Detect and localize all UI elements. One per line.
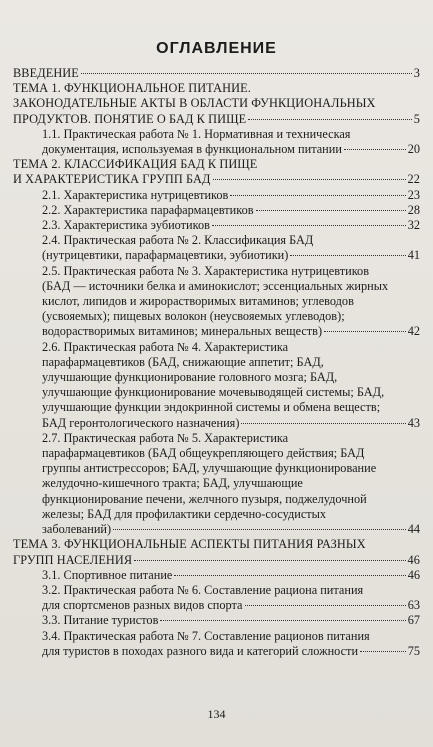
toc-page-number: 5 xyxy=(413,111,420,126)
toc-entry-line xyxy=(42,324,420,339)
dot-leader xyxy=(213,179,406,180)
dot-leader xyxy=(324,331,406,332)
toc-page-number: 41 xyxy=(407,248,420,263)
dot-leader xyxy=(134,560,405,561)
toc-page-number: 75 xyxy=(407,643,420,658)
toc-entry-text: 2.3. Характеристика эубиотиков xyxy=(42,218,210,233)
dot-leader xyxy=(81,73,412,74)
toc-entry xyxy=(13,218,420,233)
toc-page-number: 28 xyxy=(407,202,420,217)
toc-entry-text: водорастворимых витаминов; минеральных веществ) xyxy=(42,324,323,339)
toc-entry-text: БАД геронтологического назначения) xyxy=(42,415,240,430)
dot-leader xyxy=(248,119,412,120)
toc-entry-line xyxy=(42,355,420,370)
toc-page-number: 23 xyxy=(407,187,420,202)
toc-entry xyxy=(13,203,420,218)
toc-entry-line xyxy=(42,370,420,385)
toc-entry-line xyxy=(42,568,420,583)
toc-entry-line xyxy=(42,446,420,461)
toc-entry-line xyxy=(42,188,420,203)
toc-entry-line xyxy=(13,172,420,187)
toc-entry-text: парафармацевтиков (БАД общеукрепляющего действия; БАД xyxy=(42,446,365,461)
toc-entry-line xyxy=(42,476,420,491)
toc-entry-text: ТЕМА 3. ФУНКЦИОНАЛЬНЫЕ АСПЕКТЫ ПИТАНИЯ РАЗНЫХ xyxy=(13,537,366,552)
toc-entry-text: ГРУПП НАСЕЛЕНИЯ xyxy=(13,552,133,567)
toc-entry-text: 3.3. Питание туристов xyxy=(42,613,159,628)
toc-entry xyxy=(13,613,420,628)
toc-entry-text: для спортсменов разных видов спорта xyxy=(42,598,243,613)
toc-entry-line xyxy=(42,629,420,644)
toc-entry-text: функционирование печени, желчного пузыря, поджелудочной xyxy=(42,491,367,506)
toc-entry-line xyxy=(13,553,420,568)
toc-entry-text: заболеваний) xyxy=(42,522,112,537)
toc-entry-text: улучшающие функционирование мочевыводящей системы; БАД, xyxy=(42,385,385,400)
toc-entry-text: документация, используемая в функциональном питании xyxy=(42,142,342,157)
toc-entry-line xyxy=(42,142,420,157)
toc-entry-text: парафармацевтиков (БАД, снижающие аппетит; БАД, xyxy=(42,354,324,369)
dot-leader xyxy=(344,149,406,150)
toc-page-number: 22 xyxy=(407,172,420,187)
toc-entry-text: группы антистрессоров; БАД, улучшающие функционирование xyxy=(42,461,377,476)
toc-entry xyxy=(13,431,420,537)
toc-entry-text: 2.6. Практическая работа № 4. Характеристика xyxy=(42,339,289,354)
toc-entry-text: кислот, липидов и жирорастворимых витаминов; углеводов xyxy=(42,294,354,309)
toc-page-number: 3 xyxy=(413,66,420,80)
toc-entry-line xyxy=(42,233,420,248)
toc-entry-text: (нутрицевтики, парафармацевтики, эубиотики) xyxy=(42,248,289,263)
toc-entry-text: 1.1. Практическая работа № 1. Нормативная и техническая xyxy=(42,126,351,141)
toc-entry xyxy=(13,66,420,81)
toc-entry-line xyxy=(42,431,420,446)
toc-page-number: 46 xyxy=(407,552,420,567)
toc-entry-line xyxy=(42,416,420,431)
toc-entry-line xyxy=(42,279,420,294)
toc-page-number: 20 xyxy=(407,142,420,157)
toc-entry-line xyxy=(42,248,420,263)
dot-leader xyxy=(230,195,405,196)
toc-entry xyxy=(13,264,420,340)
toc-entry-text: 2.5. Практическая работа № 3. Характеристика нутрицевтиков xyxy=(42,263,369,278)
toc-entry-text: 3.1. Спортивное питание xyxy=(42,567,173,582)
toc-entry-line xyxy=(42,400,420,415)
toc-page-number: 43 xyxy=(407,415,420,430)
toc-entry-line xyxy=(42,340,420,355)
toc-entry-line xyxy=(42,294,420,309)
toc-entry-line xyxy=(42,203,420,218)
toc-entry xyxy=(13,583,420,613)
toc-entry-text: 2.7. Практическая работа № 5. Характеристика xyxy=(42,430,289,445)
toc-entry-line xyxy=(42,522,420,537)
dot-leader xyxy=(256,210,406,211)
toc-entry-line xyxy=(13,157,420,172)
page-number: 134 xyxy=(207,707,226,721)
dot-leader xyxy=(113,529,406,530)
toc-entry-text: 3.4. Практическая работа № 7. Составление рационов питания xyxy=(42,628,370,643)
toc-entry-line xyxy=(42,644,420,659)
toc-page-number: 46 xyxy=(407,567,420,582)
toc-entry xyxy=(13,233,420,263)
dot-leader xyxy=(160,620,405,621)
toc-page-number: 44 xyxy=(407,522,420,537)
toc-entry xyxy=(13,188,420,203)
toc-entry-text: И ХАРАКТЕРИСТИКА ГРУПП БАД xyxy=(13,172,211,187)
page-title: ОГЛАВЛЕНИЕ xyxy=(156,40,277,57)
toc-entry-line xyxy=(42,218,420,233)
toc-entry-text: ПРОДУКТОВ. ПОНЯТИЕ О БАД К ПИЩЕ xyxy=(13,111,247,126)
toc-entry-text: 2.4. Практическая работа № 2. Классификация БАД xyxy=(42,233,314,248)
toc-entry-line xyxy=(42,492,420,507)
toc-entry-line xyxy=(13,66,420,81)
toc-entry-line xyxy=(42,598,420,613)
dot-leader xyxy=(212,225,406,226)
toc-entry xyxy=(13,157,420,187)
dot-leader xyxy=(245,605,406,606)
toc-entry-line xyxy=(42,507,420,522)
toc-entry-line xyxy=(13,81,420,96)
toc-entry-text: ВВЕДЕНИЕ xyxy=(13,66,79,80)
toc-entry xyxy=(13,568,420,583)
table-of-contents xyxy=(13,66,420,659)
toc-entry-text: для туристов в походах разного вида и категорий сложности xyxy=(42,643,359,658)
toc-entry-line xyxy=(13,112,420,127)
toc-entry-line xyxy=(13,537,420,552)
toc-entry-text: (усвояемых); пищевых волокон (неусвояемых углеводов); xyxy=(42,309,345,324)
toc-entry-text: (БАД — источники белка и аминокислот; эссенциальных жирных xyxy=(42,278,389,293)
toc-entry-line xyxy=(42,583,420,598)
toc-entry-text: ТЕМА 2. КЛАССИФИКАЦИЯ БАД К ПИЩЕ xyxy=(13,157,258,172)
toc-entry-text: железы; БАД для профилактики сердечно-сосудистых xyxy=(42,506,327,521)
toc-entry-text: 3.2. Практическая работа № 6. Составление рациона питания xyxy=(42,582,364,597)
toc-page-number: 32 xyxy=(407,218,420,233)
toc-entry-text: улучшающие функционирование головного мозга; БАД, xyxy=(42,370,338,385)
toc-entry xyxy=(13,127,420,157)
toc-entry-text: 2.2. Характеристика парафармацевтиков xyxy=(42,202,254,217)
toc-entry-text: 2.1. Характеристика нутрицевтиков xyxy=(42,187,229,202)
toc-entry xyxy=(13,340,420,431)
toc-page-number: 63 xyxy=(407,598,420,613)
toc-entry-text: желудочно-кишечного тракта; БАД, улучшающие xyxy=(42,476,303,491)
dot-leader xyxy=(174,575,405,576)
toc-entry-line xyxy=(42,613,420,628)
toc-entry-text: ЗАКОНОДАТЕЛЬНЫЕ АКТЫ В ОБЛАСТИ ФУНКЦИОНАЛЬНЫХ xyxy=(13,96,376,111)
dot-leader xyxy=(360,651,406,652)
toc-entry-line xyxy=(42,309,420,324)
toc-entry-line xyxy=(42,385,420,400)
dot-leader xyxy=(241,423,405,424)
toc-entry-line xyxy=(13,96,420,111)
toc-entry xyxy=(13,629,420,659)
toc-page-number: 67 xyxy=(407,613,420,628)
dot-leader xyxy=(290,255,405,256)
toc-entry-text: ТЕМА 1. ФУНКЦИОНАЛЬНОЕ ПИТАНИЕ. xyxy=(13,81,251,96)
toc-entry-text: улучшающие функции эндокринной системы и обмена веществ; xyxy=(42,400,381,415)
toc-entry xyxy=(13,537,420,567)
toc-entry-line xyxy=(42,127,420,142)
toc-entry-line xyxy=(42,461,420,476)
toc-page-number: 42 xyxy=(407,324,420,339)
toc-entry-line xyxy=(42,264,420,279)
toc-entry xyxy=(13,81,420,127)
